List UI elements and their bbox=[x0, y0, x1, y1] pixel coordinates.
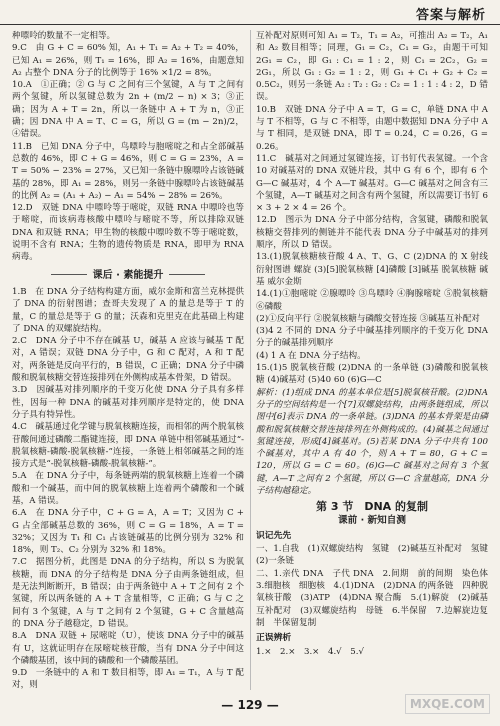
right-q-5: 15.(1)5 脱氧核苷酸 (2)DNA 的一条单链 (3)磷酸和脱氧核糖 (4)碱基对 (5)40 60 (6)G—C bbox=[256, 363, 488, 386]
chapter-subtitle: 课前 · 新知自测 bbox=[338, 514, 406, 526]
left-answer-3: 4.C 碱基通过化学键与脱氧核糖连接，而相邻的两个脱氧核苷酸间通过磷酸二酯键连接，即 DNA 单链中相邻碱基通过“-脱氧核糖-磷酸-脱氧核糖-”连接，一条链上相邻碱基之间的连接方式是“-脱氧核糖-磷酸-脱氧核糖-”。 bbox=[12, 422, 244, 470]
header-title: 答案与解析 bbox=[415, 8, 486, 23]
judge-label: 正误辨析 bbox=[256, 633, 292, 644]
chapter-heading bbox=[256, 501, 488, 527]
left-answer-0: 1.B 在 DNA 分子结构构建方面，威尔金斯和富兰克林提供了 DNA 的衍射图谱；查哥夫发现了 A 的量总是等于 T 的量，C 的量总是等于 G 的量；沃森和克里克在此基础上构建了 DNA 的双螺旋结构。 bbox=[12, 286, 244, 334]
chapter-title: 第 3 节 DNA 的复制 bbox=[316, 500, 428, 514]
right-q-3: (3)4 2 不同的 DNA 分子中碱基排列顺序的千变万化 DNA 分子的碱基排列顺序 bbox=[256, 326, 488, 349]
section-title: 课后 · 素能提升 bbox=[12, 270, 244, 282]
right-q-4: (4) 1 A 在 DNA 分子结构。 bbox=[256, 350, 366, 361]
right-top-0: 互补配对原则可知 A₁ = T₂，T₁ = A₂，可推出 A₂ = T₂，A₁ 和 A₂ 数目相等；同理，G₁ = C₂，C₁ = G₂，由题干可知 2G₁ = C₂，即 G₁ : C₁ = 1 : 2，则 C₁ = 2C₂，G₂ = 2G₁，所以 G₁ : G₂ = 1 : 2，则 G₁ + C₁ + G₂ + C₂ = 0.5C₂，则另一条链 A₂ : T₂ : G₂ : C₂ = 1 : 1 : 4 : 2，D 错误。 bbox=[256, 31, 488, 103]
left-top-1: 9.C 由 G + C = 60% 知，A₁ + T₁ = A₂ + T₂ = 40%，已知 A₁ = 26%，则 T₁ = 16%，即 A₂ = 16%，由题意知 A₂ 占整个 DNA 分子的比例等于 16% ×1/2 = 8%。 bbox=[12, 43, 244, 78]
left-top-4: 12.D 双链 DNA 中嘌呤等于嘧啶，双链 RNA 中嘌呤也等于嘧啶，而该病毒核酸中嘌呤与嘧啶不等，所以排除双链 DNA 和双链 RNA；甲生物的核酸中嘌呤数不等于嘧啶数，说明不含有 RNA；生物的遗传物质是 RNA，即甲为 RNA 病毒。 bbox=[12, 203, 244, 263]
recall-1: 二、1.亲代 DNA 子代 DNA 2.间期 前的间期 染色体 3.细胞核 细胞核 4.(1)DNA (2)DNA 的两条链 四种脱氧核苷酸 (3)ATP (4)DNA 聚合酶 5.(1)解旋 (2)碱基互补配对 (3)双螺旋结构 母链 6.半保留 7.边解旋边复制 半保留复制 bbox=[256, 568, 497, 628]
left-answer-2: 3.D 因碱基对排列顺序的千变万化使 DNA 分子具有多样性，因每一种 DNA 的碱基对排列顺序是特定的，使 DNA 分子具有特异性。 bbox=[12, 385, 244, 420]
right-analysis: 解析：(1)组成 DNA 的基本单位是[5]脱氧核苷酸。(2)DNA 分子的空间结构是一个[7]双螺旋结构，由两条链组成，所以图中[6]表示 DNA 的一条单链。(3)DNA 的基本骨架是由磷酸和脱氧核糖交替连接排列在外侧构成的。(4)碱基之间通过氢键连接，形成[4]碱基对。(5)若某 DNA 分子中共有 100 个碱基对，其中 A 有 40 个，则 A + T = 80，G + C = 120，所以 G = C = 60。(6)G—C 碱基对之间有 3 个氢键，A—T 之间有 2 个氢键，所以 G—C 含量越高，DNA 分子结构越稳定。 bbox=[256, 387, 488, 496]
column-divider bbox=[250, 30, 251, 690]
left-answer-4: 5.A 在 DNA 分子中，每条链两端的脱氧核糖上连着一个磷酸和一个碱基，而中间的脱氧核糖上连着两个磷酸和一个碱基，A 错误。 bbox=[12, 471, 244, 506]
right-q-1: 14.(1)①胞嘧啶 ②腺嘌呤 ③鸟嘌呤 ④胸腺嘧啶 ⑤脱氧核糖 ⑥磷酸 bbox=[256, 289, 488, 312]
recall-label: 识记先先 bbox=[256, 530, 292, 541]
right-top-1: 10.B 双链 DNA 分子中 A = T，G = C，单链 DNA 中 A 与 T 不相等，G 与 C 不相等，由题中数据知 DNA 分子中 A 与 T 相同，是双链 DNA，即 T = 0.24，C = 0.26，G = 0.26。 bbox=[256, 104, 488, 152]
right-top-2: 11.C 碱基对之间通过氢键连接，订书钉代表氢键。一个含 10 对碱基对的 DNA 双链片段，其中 G 有 6 个，即有 6 个 G—C 碱基对，4 个 A—T 碱基对。G—C 碱基对之间含有三个氢键，A—T 碱基对之间含有两个氢键，所以需要订书钉 6 × 3 + 2 × 4 = 26 个。 bbox=[256, 153, 488, 214]
recall-0: 一、1.自我 (1)双螺旋结构 氢键 (2)碱基互补配对 氢键 (2)一条链 bbox=[256, 544, 497, 567]
left-answer-1: 2.C DNA 分子中不存在碱基 U，碱基 A 应该与碱基 T 配对，A 错误；双链 DNA 分子中，G 和 C 配对，A 和 T 配对，两条链是反向平行的，B 错误，C 正确；DNA 分子中磷酸和脱氧核糖交替连接排列在外侧构成基本骨架，D 错误。 bbox=[12, 336, 244, 384]
left-answer-5: 6.A 在 DNA 分子中，C + G = A，A = T；又因为 C + G 占全部碱基总数的 36%，则 C = G = 18%，A = T = 32%；又因为 T₁ 和 C₁ 占该链碱基的比例分别为 32% 和 18%，则 T₂、C₂ 分别为 32% 和 18%。 bbox=[12, 508, 244, 556]
right-top-3: 12.D 图示为 DNA 分子中部分结构，含氢键，磷酸和脱氧核糖交替排列的侧链并不能代表 DNA 分子中碱基对的排列顺序，所以 D 错误。 bbox=[256, 215, 488, 251]
left-answer-6: 7.C 据图分析，此图是 DNA 的分子结构，所以 S 为脱氧核糖，而 DNA 的分子结构是 DNA 分子由两条链组成，但是无法判断断开，B 错误；由于两条链中 A + T 之间有 2 个氢键，所以两条链的 A + T 含量相等，C 正确；G 与 C 之间有 3 个氢键，A 与 T 之间有 2 个氢键，G + C 含量越高的 DNA 分子越稳定，D 错误。 bbox=[12, 557, 244, 629]
left-top-3: 11.B 已知 DNA 分子中，鸟嘌呤与胞嘧啶之和占全部碱基总数的 46%，即 C + G = 46%，则 C = G = 23%，A = T = 50% − 23% = 27%，又已知一条链中腺嘌呤占该链碱基的 28%，即 A₁ = 28%，则另一条链中腺嘌呤占该链碱基的比例 A₂ = (A₁ + A₂) − A₁ = 54% − 28% = 26%。 bbox=[12, 141, 244, 201]
right-q-0: 13.(1)脱氧核糖核苷酸 4 A、T、G、C (2)DNA 的 X 射线衍射图谱 螺旋 (3)[5]脱氧核糖 [4]磷酸 [3]碱基 脱氧核糖 碱基 威尔金斯 bbox=[256, 252, 488, 287]
left-column bbox=[12, 30, 244, 690]
watermark-logo: MXQE.COM bbox=[405, 694, 490, 714]
page-number: — 129 — bbox=[221, 698, 279, 712]
judge-answers: 1.× 2.× 3.× 4.√ 5.√ bbox=[256, 646, 364, 657]
left-top-0: 种嘌呤的数量不一定相等。 bbox=[12, 31, 116, 41]
right-q-2: (2)①反向平行 ②脱氧核糖与磷酸交替连接 ③碱基互补配对 bbox=[256, 313, 480, 324]
left-answer-8: 9.D 一条链中的 A 和 T 数目相等，即 A₁ = T₁，A 与 T 配对，则 bbox=[12, 668, 244, 691]
page-header bbox=[0, 0, 500, 25]
left-answer-7: 8.A DNA 双链 + 尿嘧啶（U），使该 DNA 分子中的碱基有 U，这就证明存在尿嘧啶核苷酸，当有 DNA 分子中间这个磷酸基团，该中间的磷酸和一个磷酸基团。 bbox=[12, 631, 244, 666]
right-column bbox=[256, 30, 497, 690]
left-top-2: 10.A ①正确；② G 与 C 之间有三个氢键，A 与 T 之间有两个氢键，所以氢键总数为 2n + (m/2 − n) × 3；③正确；因为 A + T = 2n，所以一条链中 A + T 为 n，③正确；因 DNA 中 A = T、C = G，所以 G = (m − 2n)/2，④错误。 bbox=[12, 80, 244, 140]
